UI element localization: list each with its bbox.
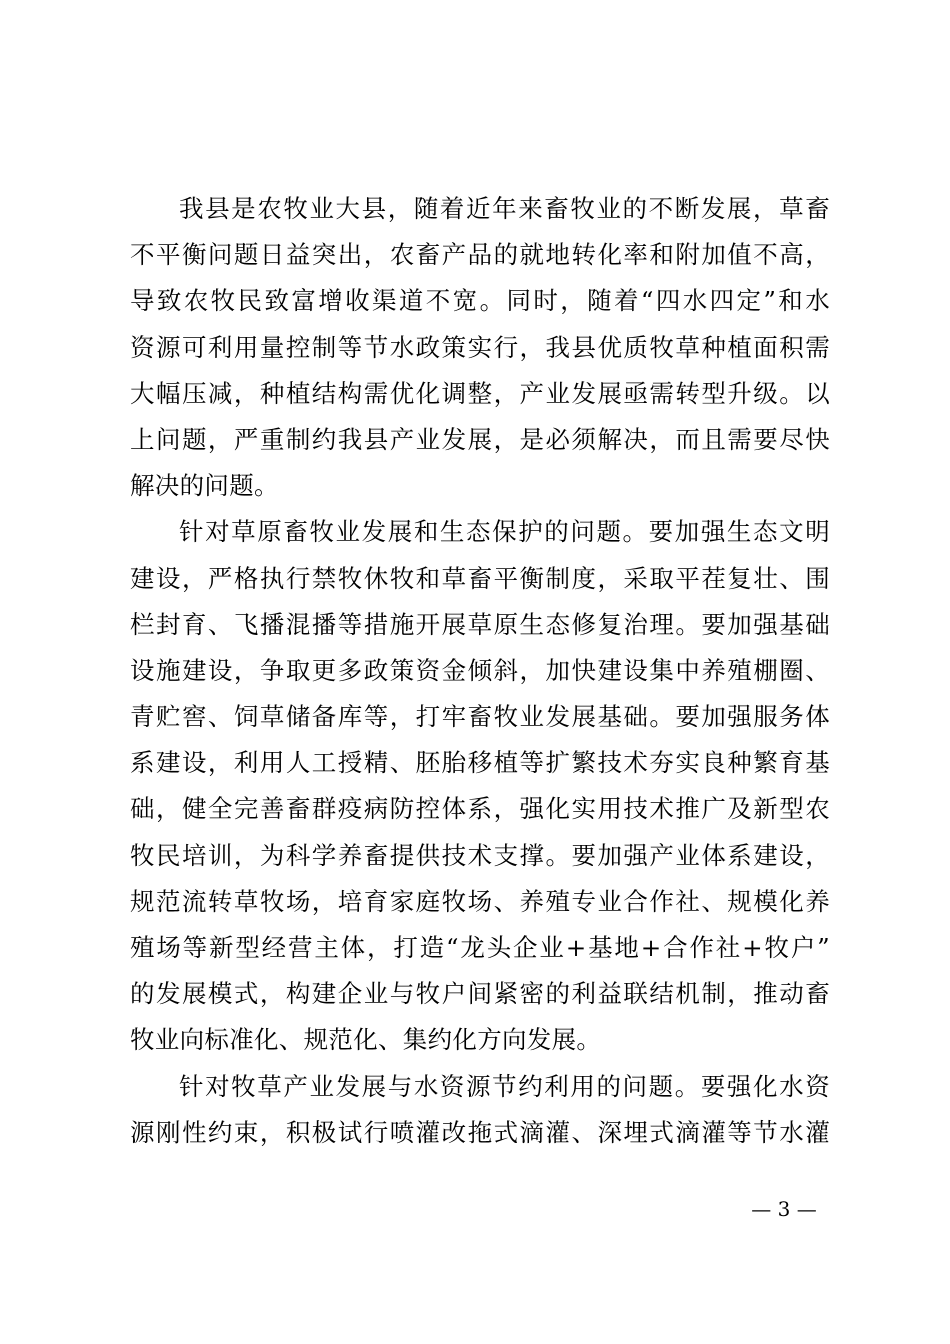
text-line: 大幅压减，种植结构需优化调整，产业发展亟需转型升级。以 — [130, 378, 830, 408]
text-line: 青贮窖、饲草储备库等，打牢畜牧业发展基础。要加强服务体 — [130, 702, 830, 732]
text-line: 解决的问题。 — [130, 471, 279, 501]
text-line: 设施建设，争取更多政策资金倾斜，加快建设集中养殖棚圈、 — [130, 655, 830, 685]
text-line: 我县是农牧业大县，随着近年来畜牧业的不断发展，草畜 — [179, 194, 830, 223]
paragraph-1 — [130, 186, 830, 509]
document-body — [130, 186, 830, 1156]
text-line: 础，健全完善畜群疫病防控体系，强化实用技术推广及新型农 — [130, 794, 830, 824]
text-line: 针对牧草产业发展与水资源节约利用的问题。要强化水资 — [179, 1071, 830, 1101]
text-line: 上问题，严重制约我县产业发展，是必须解决，而且需要尽快 — [130, 424, 830, 454]
text-line: 源刚性约束，积极试行喷灌改拖式滴灌、深埋式滴灌等节水灌 — [130, 1117, 830, 1147]
text-line: 导致农牧民致富增收渠道不宽。同时，随着“四水四定”和水 — [130, 286, 830, 316]
text-line: 的发展模式，构建企业与牧户间紧密的利益联结机制，推动畜 — [130, 979, 830, 1009]
page-number: — 3 — — [751, 1197, 817, 1221]
text-line: 建设，严格执行禁牧休牧和草畜平衡制度，采取平茬复壮、围 — [130, 563, 830, 593]
paragraph-3 — [130, 1064, 830, 1156]
text-line: 殖场等新型经营主体，打造“龙头企业+基地+合作社+牧户” — [130, 933, 830, 962]
text-line: 资源可利用量控制等节水政策实行，我县优质牧草种植面积需 — [130, 332, 830, 362]
text-line: 针对草原畜牧业发展和生态保护的问题。要加强生态文明 — [179, 517, 830, 547]
text-line: 不平衡问题日益突出，农畜产品的就地转化率和附加值不高， — [130, 240, 830, 270]
text-line: 牧业向标准化、规范化、集约化方向发展。 — [130, 1025, 602, 1055]
text-line: 规范流转草牧场，培育家庭牧场、养殖专业合作社、规模化养 — [130, 886, 830, 916]
text-line: 栏封育、飞播混播等措施开展草原生态修复治理。要加强基础 — [130, 609, 830, 639]
paragraph-2 — [130, 509, 830, 1063]
text-line: 牧民培训，为科学养畜提供技术支撑。要加强产业体系建设， — [130, 840, 830, 870]
text-line: 系建设，利用人工授精、胚胎移植等扩繁技术夯实良种繁育基 — [130, 748, 830, 778]
